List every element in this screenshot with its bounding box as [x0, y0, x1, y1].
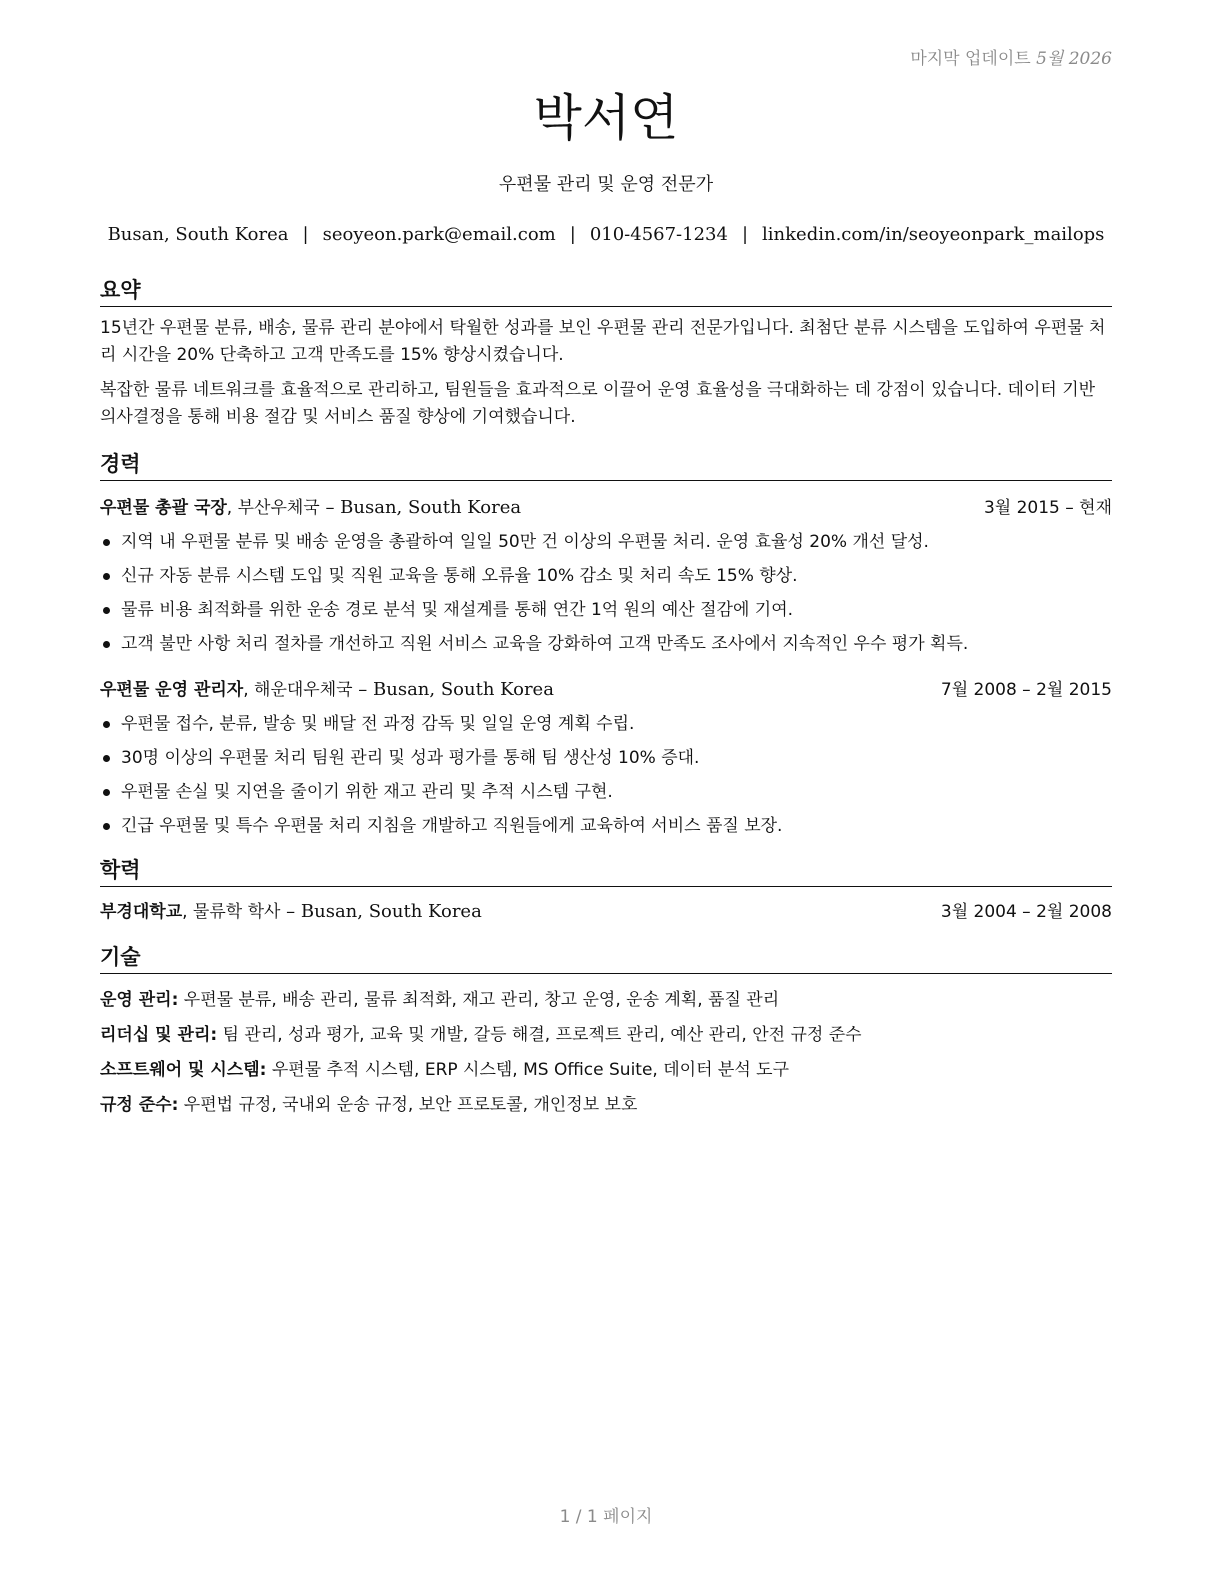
skills-heading: 기술 [100, 943, 1112, 974]
skills-section [100, 943, 1112, 1123]
job-org: , 해운대우체국 [243, 680, 353, 700]
job-location: – Busan, South Korea [352, 679, 554, 700]
summary-paragraph: 복잡한 물류 네트워크를 효율적으로 관리하고, 팀원들을 효과적으로 이끌어 운영 효율성을 극대화하는 데 강점이 있습니다. 데이터 기반 의사결정을 통해 비용 절감 및 서비스 품질 향상에 기여했습니다. [100, 380, 1096, 427]
education-dates: 3월 2004 – 2월 2008 [940, 902, 1112, 922]
resume-page [100, 0, 1112, 1584]
job-bullet: 우편물 손실 및 지연을 줄이기 위한 재고 관리 및 추적 시스템 구현. [100, 775, 1112, 809]
contact-location: Busan, South Korea [107, 224, 289, 245]
contact-separator: | [302, 224, 309, 245]
education-school: 부경대학교 [100, 902, 183, 922]
skill-value: 우편법 규정, 국내외 운송 규정, 보안 프로토콜, 개인정보 보호 [178, 1095, 638, 1115]
skill-label: 규정 준수: [100, 1095, 179, 1115]
candidate-title: 우편물 관리 및 운영 전문가 [498, 174, 714, 195]
candidate-name: 박서연 [533, 89, 679, 147]
job-role: 우편물 총괄 국장 [100, 498, 227, 518]
summary-section [100, 276, 1112, 431]
job-title-line [100, 677, 554, 703]
experience-heading: 경력 [100, 450, 1112, 481]
last-updated [910, 44, 1112, 69]
job-bullet: 고객 불만 사항 처리 절차를 개선하고 직원 서비스 교육을 강화하여 고객 만족도 조사에서 지속적인 우수 평가 획득. [100, 627, 1112, 661]
summary-paragraph: 15년간 우편물 분류, 배송, 물류 관리 분야에서 탁월한 성과를 보인 우편물 관리 전문가입니다. 최첨단 분류 시스템을 도입하여 우편물 처리 시간을 20% 단축하고 고객 만족도를 15% 향상시켰습니다. [100, 318, 1106, 365]
education-heading: 학력 [100, 856, 1112, 887]
skill-row [100, 1018, 1112, 1053]
last-updated-date: 5월 2026 [1036, 49, 1112, 69]
skill-label: 리더십 및 관리: [100, 1025, 218, 1045]
job-bullet: 신규 자동 분류 시스템 도입 및 직원 교육을 통해 오류율 10% 감소 및 처리 속도 15% 향상. [100, 559, 1112, 593]
education-degree: , 물류학 학사 [182, 902, 281, 922]
summary-heading: 요약 [100, 276, 1112, 307]
job-title-line [100, 495, 521, 521]
job-bullet: 30명 이상의 우편물 처리 팀원 관리 및 성과 평가를 통해 팀 생산성 10% 증대. [100, 741, 1112, 775]
job-header [100, 495, 1112, 521]
education-location: – Busan, South Korea [280, 901, 482, 922]
contact-email[interactable]: seoyeon.park@email.com [322, 224, 556, 245]
job-bullet: 우편물 접수, 분류, 발송 및 배달 전 과정 감독 및 일일 운영 계획 수립. [100, 707, 1112, 741]
job-bullets [100, 707, 1112, 843]
job-bullet: 물류 비용 최적화를 위한 운송 경로 분석 및 재설계를 통해 연간 1억 원의 예산 절감에 기여. [100, 593, 1112, 627]
contact-separator: | [569, 224, 576, 245]
skill-label: 운영 관리: [100, 990, 179, 1010]
job-dates: 3월 2015 – 현재 [983, 498, 1112, 518]
page-indicator: 1 / 1 페이지 [559, 1507, 653, 1527]
skill-row [100, 1053, 1112, 1088]
contact-separator: | [741, 224, 749, 245]
education-entry [100, 899, 1112, 925]
skill-value: 우편물 분류, 배송 관리, 물류 최적화, 재고 관리, 창고 운영, 운송 계획, 품질 관리 [178, 990, 780, 1010]
job-header [100, 677, 1112, 703]
skill-label: 소프트웨어 및 시스템: [100, 1060, 267, 1080]
contact-linkedin[interactable]: linkedin.com/in/seoyeonpark_mailops [762, 224, 1105, 245]
education-title-line [100, 899, 482, 925]
job-org: , 부산우체국 [226, 498, 320, 518]
skill-value: 팀 관리, 성과 평가, 교육 및 개발, 갈등 해결, 프로젝트 관리, 예산 관리, 안전 규정 준수 [217, 1025, 862, 1045]
contact-phone: 010-4567-1234 [589, 224, 728, 245]
job-role: 우편물 운영 관리자 [100, 680, 244, 700]
education-section [100, 856, 1112, 925]
skill-value: 우편물 추적 시스템, ERP 시스템, MS Office Suite, 데이터 분석 도구 [266, 1060, 789, 1080]
job-dates: 7월 2008 – 2월 2015 [940, 680, 1112, 700]
skill-row [100, 983, 1112, 1018]
job-location: – Busan, South Korea [319, 497, 522, 518]
job-bullet: 긴급 우편물 및 특수 우편물 처리 지침을 개발하고 직원들에게 교육하여 서비스 품질 보장. [100, 809, 1112, 843]
contact-line [100, 224, 1112, 245]
job-bullet: 지역 내 우편물 분류 및 배송 운영을 총괄하여 일일 50만 건 이상의 우편물 처리. 운영 효율성 20% 개선 달성. [100, 525, 1112, 559]
skills-list [100, 983, 1112, 1123]
last-updated-label: 마지막 업데이트 [910, 49, 1031, 69]
job-bullets [100, 525, 1112, 661]
experience-section [100, 450, 1112, 843]
skill-row [100, 1088, 1112, 1123]
